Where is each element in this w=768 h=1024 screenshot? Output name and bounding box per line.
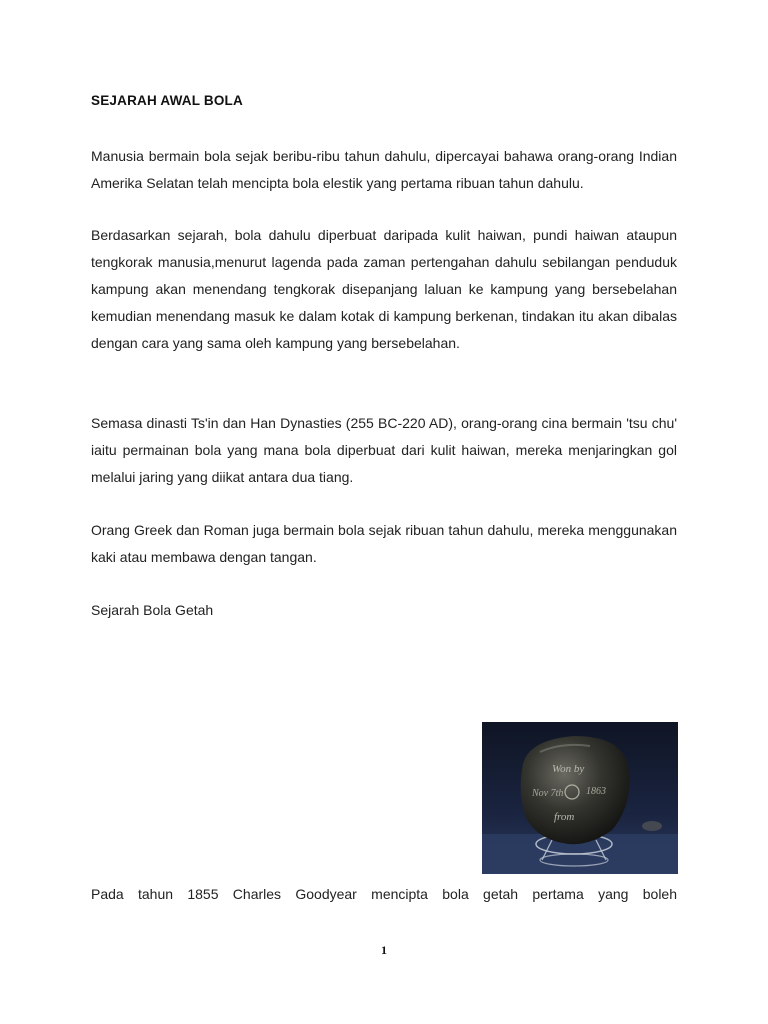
- rubber-ball-photo: [482, 722, 678, 874]
- ball-illustration: [482, 722, 678, 874]
- engraving-line-3: 1863: [586, 786, 606, 797]
- paragraph-1: Manusia bermain bola sejak beribu-ribu tahun dahulu, dipercayai bahawa orang-orang Indian Amerika Selatan telah mencipta bola elestik yang pertama ribuan tahun dahulu.: [91, 148, 677, 191]
- page-title: SEJARAH AWAL BOLA: [91, 93, 243, 108]
- paragraph-2: Berdasarkan sejarah, bola dahulu diperbuat daripada kulit haiwan, pundi haiwan ataupun tengkorak manusia,menurut lagenda pada zaman pertengahan dahulu sebilangan penduduk kampung akan menendang tengkorak disepanjang laluan ke kampung yang bersebelahan kemudian menendang masuk ke dalam kotak di kampung berkenan, tindakan itu akan dibalas dengan cara yang sama oleh kampung yang bersebelahan.: [91, 227, 677, 351]
- paragraph-4: Orang Greek dan Roman juga bermain bola sejak ribuan tahun dahulu, mereka menggunakan kaki atau membawa dengan tangan.: [91, 522, 677, 565]
- paragraph-3: Semasa dinasti Ts'in dan Han Dynasties (255 BC-220 AD), orang-orang cina bermain 'tsu chu' iaitu permainan bola yang mana bola diperbuat dari kulit haiwan, mereka menjaringkan gol melalui jaring yang diikat antara dua tiang.: [91, 415, 677, 485]
- section-subheading: Sejarah Bola Getah: [91, 602, 214, 618]
- engraving-line-2: Nov 7th: [532, 788, 564, 799]
- page-number: 1: [381, 943, 387, 957]
- engraving-line-4: from: [554, 811, 575, 823]
- paragraph-5: Pada tahun 1855 Charles Goodyear mencipta bola getah pertama yang boleh: [91, 886, 677, 902]
- engraving-line-1: Won by: [552, 763, 585, 775]
